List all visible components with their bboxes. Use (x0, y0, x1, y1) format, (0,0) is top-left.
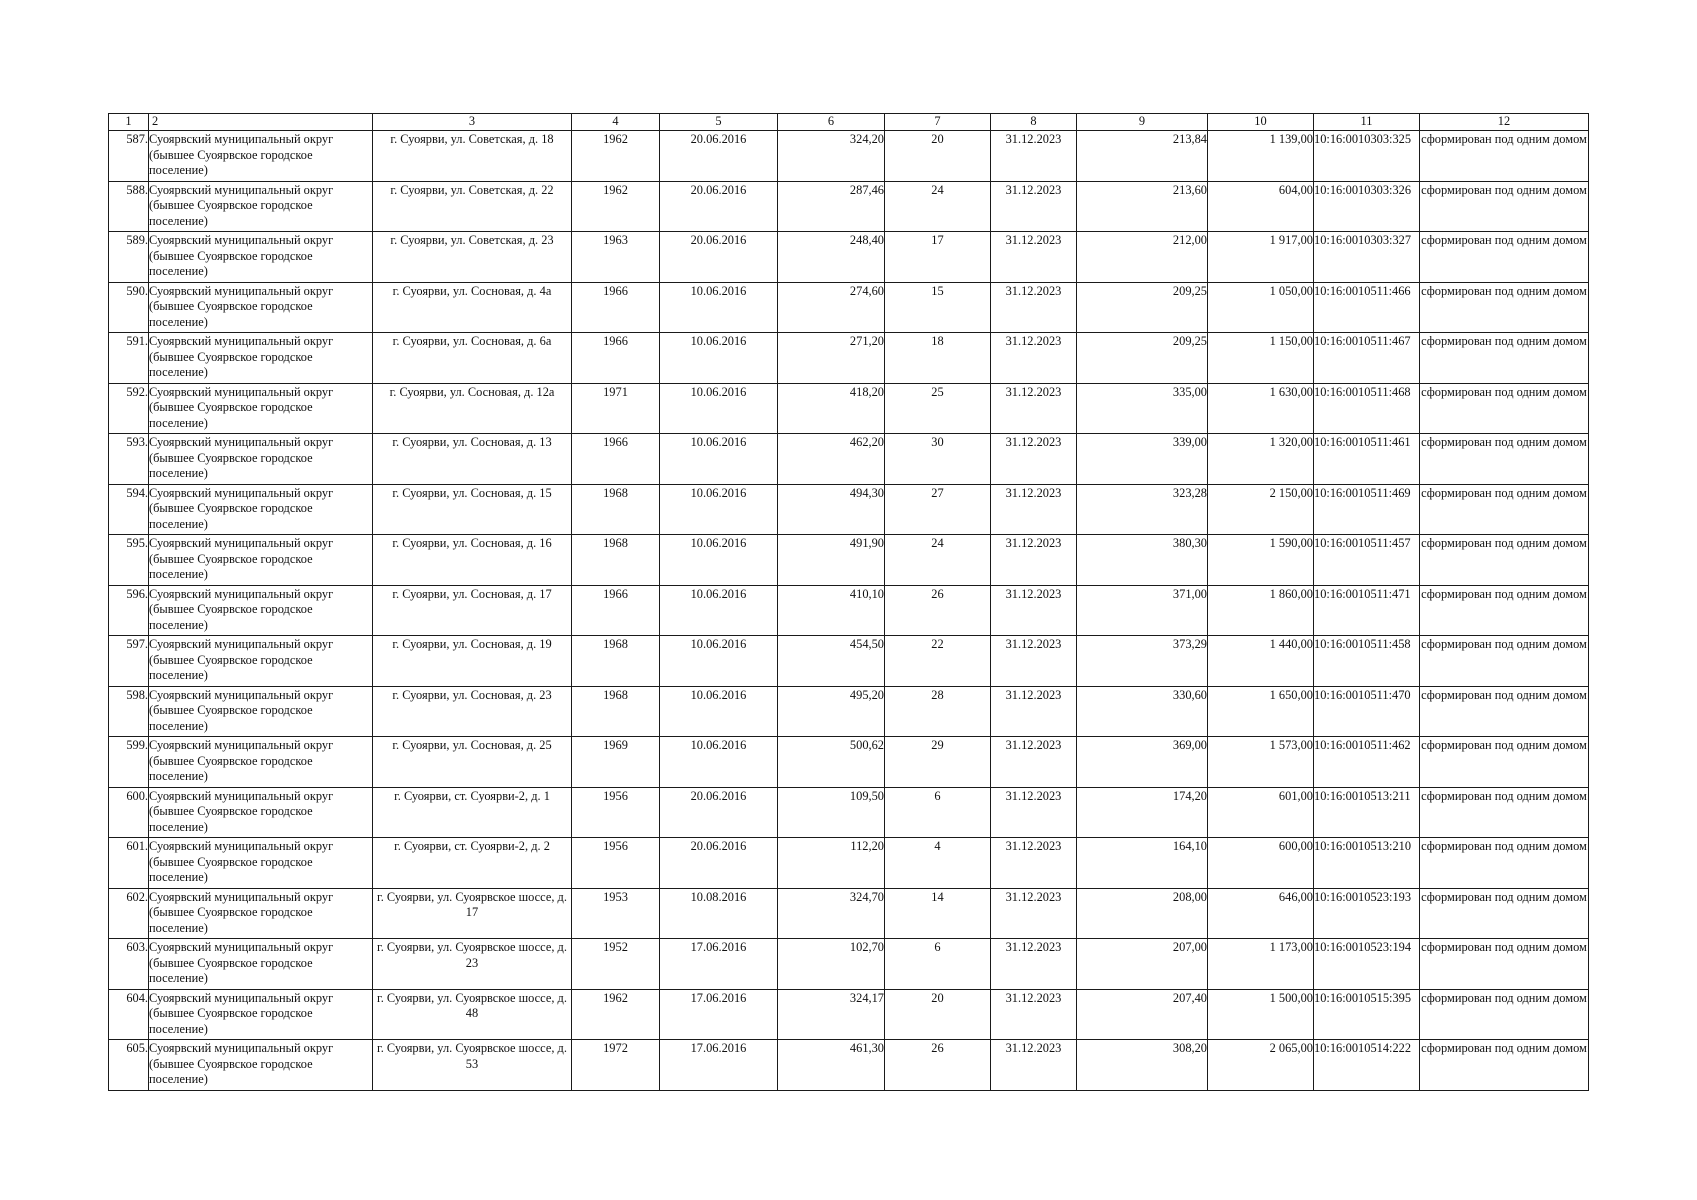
land-status-cell: сформирован под одним домом (1420, 535, 1589, 586)
residents-cell: 28 (885, 686, 991, 737)
column-header: 10 (1208, 114, 1314, 131)
table-row (109, 737, 1589, 788)
value-cell: 208,00 (1077, 888, 1208, 939)
land-status-cell: сформирован под одним домом (1420, 787, 1589, 838)
row-number-cell: 593. (109, 434, 149, 485)
value-cell: 213,84 (1077, 131, 1208, 182)
cadastral-number-cell: 10:16:0010513:211 (1314, 787, 1420, 838)
date-cell: 10.06.2016 (660, 636, 778, 687)
build-year-cell: 1968 (572, 484, 660, 535)
cadastral-number-cell: 10:16:0010511:470 (1314, 686, 1420, 737)
date-cell: 10.06.2016 (660, 434, 778, 485)
row-number-cell: 591. (109, 333, 149, 384)
build-year-cell: 1966 (572, 282, 660, 333)
residents-cell: 15 (885, 282, 991, 333)
deadline-cell: 31.12.2023 (991, 383, 1077, 434)
area-cell: 109,50 (778, 787, 885, 838)
deadline-cell: 31.12.2023 (991, 838, 1077, 889)
land-status-cell: сформирован под одним домом (1420, 484, 1589, 535)
table-row (109, 888, 1589, 939)
build-year-cell: 1969 (572, 737, 660, 788)
area-cell: 410,10 (778, 585, 885, 636)
land-status-cell: сформирован под одним домом (1420, 383, 1589, 434)
cadastral-number-cell: 10:16:0010511:466 (1314, 282, 1420, 333)
table-row (109, 434, 1589, 485)
date-cell: 20.06.2016 (660, 232, 778, 283)
cadastral-number-cell: 10:16:0010515:395 (1314, 989, 1420, 1040)
municipality-cell: Суоярвский муниципальный округ (бывшее Суоярвское городское поселение) (149, 888, 373, 939)
area-cell: 494,30 (778, 484, 885, 535)
value-cell: 164,10 (1077, 838, 1208, 889)
deadline-cell: 31.12.2023 (991, 585, 1077, 636)
cadastral-number-cell: 10:16:0010303:326 (1314, 181, 1420, 232)
column-header: 7 (885, 114, 991, 131)
land-status-cell: сформирован под одним домом (1420, 232, 1589, 283)
address-cell: г. Суоярви, ул. Сосновая, д. 25 (373, 737, 572, 788)
land-status-cell: сформирован под одним домом (1420, 1040, 1589, 1091)
cadastral-number-cell: 10:16:0010523:194 (1314, 939, 1420, 990)
build-year-cell: 1962 (572, 989, 660, 1040)
land-status-cell: сформирован под одним домом (1420, 939, 1589, 990)
table-row (109, 181, 1589, 232)
column-header: 2 (149, 114, 373, 131)
row-number-cell: 598. (109, 686, 149, 737)
land-area-cell: 1 500,00 (1208, 989, 1314, 1040)
land-area-cell: 1 173,00 (1208, 939, 1314, 990)
table-row (109, 939, 1589, 990)
deadline-cell: 31.12.2023 (991, 888, 1077, 939)
land-status-cell: сформирован под одним домом (1420, 888, 1589, 939)
land-area-cell: 2 065,00 (1208, 1040, 1314, 1091)
cadastral-number-cell: 10:16:0010511:469 (1314, 484, 1420, 535)
land-area-cell: 1 573,00 (1208, 737, 1314, 788)
land-status-cell: сформирован под одним домом (1420, 333, 1589, 384)
housing-registry-table (108, 113, 1589, 1091)
municipality-cell: Суоярвский муниципальный округ (бывшее Суоярвское городское поселение) (149, 939, 373, 990)
build-year-cell: 1968 (572, 686, 660, 737)
deadline-cell: 31.12.2023 (991, 181, 1077, 232)
land-status-cell: сформирован под одним домом (1420, 989, 1589, 1040)
table-row (109, 1040, 1589, 1091)
value-cell: 212,00 (1077, 232, 1208, 283)
deadline-cell: 31.12.2023 (991, 131, 1077, 182)
row-number-cell: 601. (109, 838, 149, 889)
date-cell: 20.06.2016 (660, 181, 778, 232)
residents-cell: 24 (885, 181, 991, 232)
residents-cell: 18 (885, 333, 991, 384)
land-area-cell: 1 650,00 (1208, 686, 1314, 737)
residents-cell: 27 (885, 484, 991, 535)
deadline-cell: 31.12.2023 (991, 1040, 1077, 1091)
land-status-cell: сформирован под одним домом (1420, 686, 1589, 737)
build-year-cell: 1966 (572, 333, 660, 384)
value-cell: 369,00 (1077, 737, 1208, 788)
address-cell: г. Суоярви, ул. Сосновая, д. 6а (373, 333, 572, 384)
date-cell: 10.06.2016 (660, 686, 778, 737)
area-cell: 495,20 (778, 686, 885, 737)
address-cell: г. Суоярви, ул. Советская, д. 22 (373, 181, 572, 232)
row-number-cell: 589. (109, 232, 149, 283)
value-cell: 330,60 (1077, 686, 1208, 737)
area-cell: 274,60 (778, 282, 885, 333)
cadastral-number-cell: 10:16:0010303:327 (1314, 232, 1420, 283)
column-header: 11 (1314, 114, 1420, 131)
value-cell: 323,28 (1077, 484, 1208, 535)
municipality-cell: Суоярвский муниципальный округ (бывшее Суоярвское городское поселение) (149, 636, 373, 687)
land-area-cell: 1 320,00 (1208, 434, 1314, 485)
cadastral-number-cell: 10:16:0010511:467 (1314, 333, 1420, 384)
date-cell: 17.06.2016 (660, 1040, 778, 1091)
build-year-cell: 1966 (572, 585, 660, 636)
land-area-cell: 1 440,00 (1208, 636, 1314, 687)
address-cell: г. Суоярви, ст. Суоярви-2, д. 1 (373, 787, 572, 838)
area-cell: 491,90 (778, 535, 885, 586)
column-number-row (109, 114, 1589, 131)
date-cell: 20.06.2016 (660, 787, 778, 838)
build-year-cell: 1966 (572, 434, 660, 485)
row-number-cell: 594. (109, 484, 149, 535)
date-cell: 10.08.2016 (660, 888, 778, 939)
table-row (109, 535, 1589, 586)
land-area-cell: 646,00 (1208, 888, 1314, 939)
registry-body (109, 131, 1589, 1091)
address-cell: г. Суоярви, ул. Суоярвское шоссе, д. 53 (373, 1040, 572, 1091)
column-header: 9 (1077, 114, 1208, 131)
cadastral-number-cell: 10:16:0010511:462 (1314, 737, 1420, 788)
land-area-cell: 1 860,00 (1208, 585, 1314, 636)
cadastral-number-cell: 10:16:0010523:193 (1314, 888, 1420, 939)
column-header: 1 (109, 114, 149, 131)
date-cell: 20.06.2016 (660, 131, 778, 182)
column-header: 5 (660, 114, 778, 131)
value-cell: 207,00 (1077, 939, 1208, 990)
municipality-cell: Суоярвский муниципальный округ (бывшее Суоярвское городское поселение) (149, 232, 373, 283)
address-cell: г. Суоярви, ул. Сосновая, д. 19 (373, 636, 572, 687)
area-cell: 324,70 (778, 888, 885, 939)
address-cell: г. Суоярви, ул. Советская, д. 23 (373, 232, 572, 283)
residents-cell: 6 (885, 939, 991, 990)
address-cell: г. Суоярви, ст. Суоярви-2, д. 2 (373, 838, 572, 889)
row-number-cell: 599. (109, 737, 149, 788)
table-row (109, 787, 1589, 838)
land-area-cell: 1 630,00 (1208, 383, 1314, 434)
value-cell: 308,20 (1077, 1040, 1208, 1091)
land-area-cell: 600,00 (1208, 838, 1314, 889)
table-row (109, 383, 1589, 434)
cadastral-number-cell: 10:16:0010513:210 (1314, 838, 1420, 889)
column-header: 4 (572, 114, 660, 131)
address-cell: г. Суоярви, ул. Суоярвское шоссе, д. 48 (373, 989, 572, 1040)
municipality-cell: Суоярвский муниципальный округ (бывшее Суоярвское городское поселение) (149, 535, 373, 586)
deadline-cell: 31.12.2023 (991, 787, 1077, 838)
land-status-cell: сформирован под одним домом (1420, 282, 1589, 333)
row-number-cell: 587. (109, 131, 149, 182)
area-cell: 454,50 (778, 636, 885, 687)
area-cell: 461,30 (778, 1040, 885, 1091)
value-cell: 371,00 (1077, 585, 1208, 636)
municipality-cell: Суоярвский муниципальный округ (бывшее Суоярвское городское поселение) (149, 838, 373, 889)
cadastral-number-cell: 10:16:0010303:325 (1314, 131, 1420, 182)
residents-cell: 24 (885, 535, 991, 586)
land-status-cell: сформирован под одним домом (1420, 636, 1589, 687)
area-cell: 112,20 (778, 838, 885, 889)
build-year-cell: 1968 (572, 535, 660, 586)
municipality-cell: Суоярвский муниципальный округ (бывшее Суоярвское городское поселение) (149, 282, 373, 333)
area-cell: 271,20 (778, 333, 885, 384)
address-cell: г. Суоярви, ул. Советская, д. 18 (373, 131, 572, 182)
value-cell: 380,30 (1077, 535, 1208, 586)
build-year-cell: 1953 (572, 888, 660, 939)
land-area-cell: 1 917,00 (1208, 232, 1314, 283)
table-row (109, 232, 1589, 283)
build-year-cell: 1963 (572, 232, 660, 283)
table-row (109, 333, 1589, 384)
land-status-cell: сформирован под одним домом (1420, 838, 1589, 889)
deadline-cell: 31.12.2023 (991, 737, 1077, 788)
table-row (109, 636, 1589, 687)
value-cell: 339,00 (1077, 434, 1208, 485)
value-cell: 213,60 (1077, 181, 1208, 232)
land-status-cell: сформирован под одним домом (1420, 737, 1589, 788)
row-number-cell: 600. (109, 787, 149, 838)
residents-cell: 22 (885, 636, 991, 687)
cadastral-number-cell: 10:16:0010511:458 (1314, 636, 1420, 687)
cadastral-number-cell: 10:16:0010511:457 (1314, 535, 1420, 586)
table-row (109, 282, 1589, 333)
residents-cell: 26 (885, 585, 991, 636)
land-area-cell: 1 050,00 (1208, 282, 1314, 333)
date-cell: 17.06.2016 (660, 989, 778, 1040)
municipality-cell: Суоярвский муниципальный округ (бывшее Суоярвское городское поселение) (149, 989, 373, 1040)
row-number-cell: 595. (109, 535, 149, 586)
value-cell: 209,25 (1077, 282, 1208, 333)
residents-cell: 25 (885, 383, 991, 434)
row-number-cell: 604. (109, 989, 149, 1040)
table-row (109, 989, 1589, 1040)
build-year-cell: 1952 (572, 939, 660, 990)
row-number-cell: 596. (109, 585, 149, 636)
value-cell: 335,00 (1077, 383, 1208, 434)
cadastral-number-cell: 10:16:0010511:468 (1314, 383, 1420, 434)
municipality-cell: Суоярвский муниципальный округ (бывшее Суоярвское городское поселение) (149, 383, 373, 434)
build-year-cell: 1971 (572, 383, 660, 434)
land-area-cell: 2 150,00 (1208, 484, 1314, 535)
area-cell: 287,46 (778, 181, 885, 232)
land-area-cell: 1 139,00 (1208, 131, 1314, 182)
column-header: 6 (778, 114, 885, 131)
date-cell: 20.06.2016 (660, 838, 778, 889)
land-status-cell: сформирован под одним домом (1420, 181, 1589, 232)
address-cell: г. Суоярви, ул. Суоярвское шоссе, д. 23 (373, 939, 572, 990)
area-cell: 324,17 (778, 989, 885, 1040)
build-year-cell: 1968 (572, 636, 660, 687)
municipality-cell: Суоярвский муниципальный округ (бывшее Суоярвское городское поселение) (149, 131, 373, 182)
value-cell: 373,29 (1077, 636, 1208, 687)
area-cell: 500,62 (778, 737, 885, 788)
value-cell: 207,40 (1077, 989, 1208, 1040)
residents-cell: 20 (885, 131, 991, 182)
address-cell: г. Суоярви, ул. Сосновая, д. 4а (373, 282, 572, 333)
build-year-cell: 1972 (572, 1040, 660, 1091)
date-cell: 10.06.2016 (660, 333, 778, 384)
deadline-cell: 31.12.2023 (991, 939, 1077, 990)
row-number-cell: 592. (109, 383, 149, 434)
residents-cell: 14 (885, 888, 991, 939)
residents-cell: 4 (885, 838, 991, 889)
date-cell: 17.06.2016 (660, 939, 778, 990)
address-cell: г. Суоярви, ул. Суоярвское шоссе, д. 17 (373, 888, 572, 939)
build-year-cell: 1956 (572, 838, 660, 889)
land-area-cell: 601,00 (1208, 787, 1314, 838)
address-cell: г. Суоярви, ул. Сосновая, д. 12а (373, 383, 572, 434)
land-area-cell: 1 150,00 (1208, 333, 1314, 384)
column-header: 8 (991, 114, 1077, 131)
municipality-cell: Суоярвский муниципальный округ (бывшее Суоярвское городское поселение) (149, 434, 373, 485)
build-year-cell: 1962 (572, 181, 660, 232)
address-cell: г. Суоярви, ул. Сосновая, д. 13 (373, 434, 572, 485)
area-cell: 462,20 (778, 434, 885, 485)
area-cell: 102,70 (778, 939, 885, 990)
table-row (109, 131, 1589, 182)
row-number-cell: 588. (109, 181, 149, 232)
deadline-cell: 31.12.2023 (991, 434, 1077, 485)
area-cell: 324,20 (778, 131, 885, 182)
table-row (109, 838, 1589, 889)
build-year-cell: 1956 (572, 787, 660, 838)
residents-cell: 29 (885, 737, 991, 788)
build-year-cell: 1962 (572, 131, 660, 182)
date-cell: 10.06.2016 (660, 282, 778, 333)
land-area-cell: 1 590,00 (1208, 535, 1314, 586)
date-cell: 10.06.2016 (660, 484, 778, 535)
municipality-cell: Суоярвский муниципальный округ (бывшее Суоярвское городское поселение) (149, 181, 373, 232)
municipality-cell: Суоярвский муниципальный округ (бывшее Суоярвское городское поселение) (149, 787, 373, 838)
area-cell: 418,20 (778, 383, 885, 434)
residents-cell: 17 (885, 232, 991, 283)
cadastral-number-cell: 10:16:0010511:461 (1314, 434, 1420, 485)
deadline-cell: 31.12.2023 (991, 232, 1077, 283)
municipality-cell: Суоярвский муниципальный округ (бывшее Суоярвское городское поселение) (149, 484, 373, 535)
residents-cell: 30 (885, 434, 991, 485)
deadline-cell: 31.12.2023 (991, 282, 1077, 333)
row-number-cell: 590. (109, 282, 149, 333)
deadline-cell: 31.12.2023 (991, 333, 1077, 384)
table-row (109, 484, 1589, 535)
date-cell: 10.06.2016 (660, 737, 778, 788)
table-row (109, 686, 1589, 737)
date-cell: 10.06.2016 (660, 585, 778, 636)
deadline-cell: 31.12.2023 (991, 535, 1077, 586)
row-number-cell: 597. (109, 636, 149, 687)
deadline-cell: 31.12.2023 (991, 636, 1077, 687)
residents-cell: 6 (885, 787, 991, 838)
land-area-cell: 604,00 (1208, 181, 1314, 232)
deadline-cell: 31.12.2023 (991, 989, 1077, 1040)
value-cell: 174,20 (1077, 787, 1208, 838)
value-cell: 209,25 (1077, 333, 1208, 384)
deadline-cell: 31.12.2023 (991, 686, 1077, 737)
row-number-cell: 605. (109, 1040, 149, 1091)
municipality-cell: Суоярвский муниципальный округ (бывшее Суоярвское городское поселение) (149, 737, 373, 788)
address-cell: г. Суоярви, ул. Сосновая, д. 15 (373, 484, 572, 535)
column-header: 12 (1420, 114, 1589, 131)
date-cell: 10.06.2016 (660, 535, 778, 586)
address-cell: г. Суоярви, ул. Сосновая, д. 23 (373, 686, 572, 737)
land-status-cell: сформирован под одним домом (1420, 585, 1589, 636)
table-row (109, 585, 1589, 636)
address-cell: г. Суоярви, ул. Сосновая, д. 17 (373, 585, 572, 636)
cadastral-number-cell: 10:16:0010511:471 (1314, 585, 1420, 636)
land-status-cell: сформирован под одним домом (1420, 131, 1589, 182)
row-number-cell: 602. (109, 888, 149, 939)
residents-cell: 26 (885, 1040, 991, 1091)
municipality-cell: Суоярвский муниципальный округ (бывшее Суоярвское городское поселение) (149, 686, 373, 737)
deadline-cell: 31.12.2023 (991, 484, 1077, 535)
municipality-cell: Суоярвский муниципальный округ (бывшее Суоярвское городское поселение) (149, 333, 373, 384)
column-header: 3 (373, 114, 572, 131)
municipality-cell: Суоярвский муниципальный округ (бывшее Суоярвское городское поселение) (149, 585, 373, 636)
municipality-cell: Суоярвский муниципальный округ (бывшее Суоярвское городское поселение) (149, 1040, 373, 1091)
date-cell: 10.06.2016 (660, 383, 778, 434)
address-cell: г. Суоярви, ул. Сосновая, д. 16 (373, 535, 572, 586)
cadastral-number-cell: 10:16:0010514:222 (1314, 1040, 1420, 1091)
area-cell: 248,40 (778, 232, 885, 283)
row-number-cell: 603. (109, 939, 149, 990)
residents-cell: 20 (885, 989, 991, 1040)
land-status-cell: сформирован под одним домом (1420, 434, 1589, 485)
